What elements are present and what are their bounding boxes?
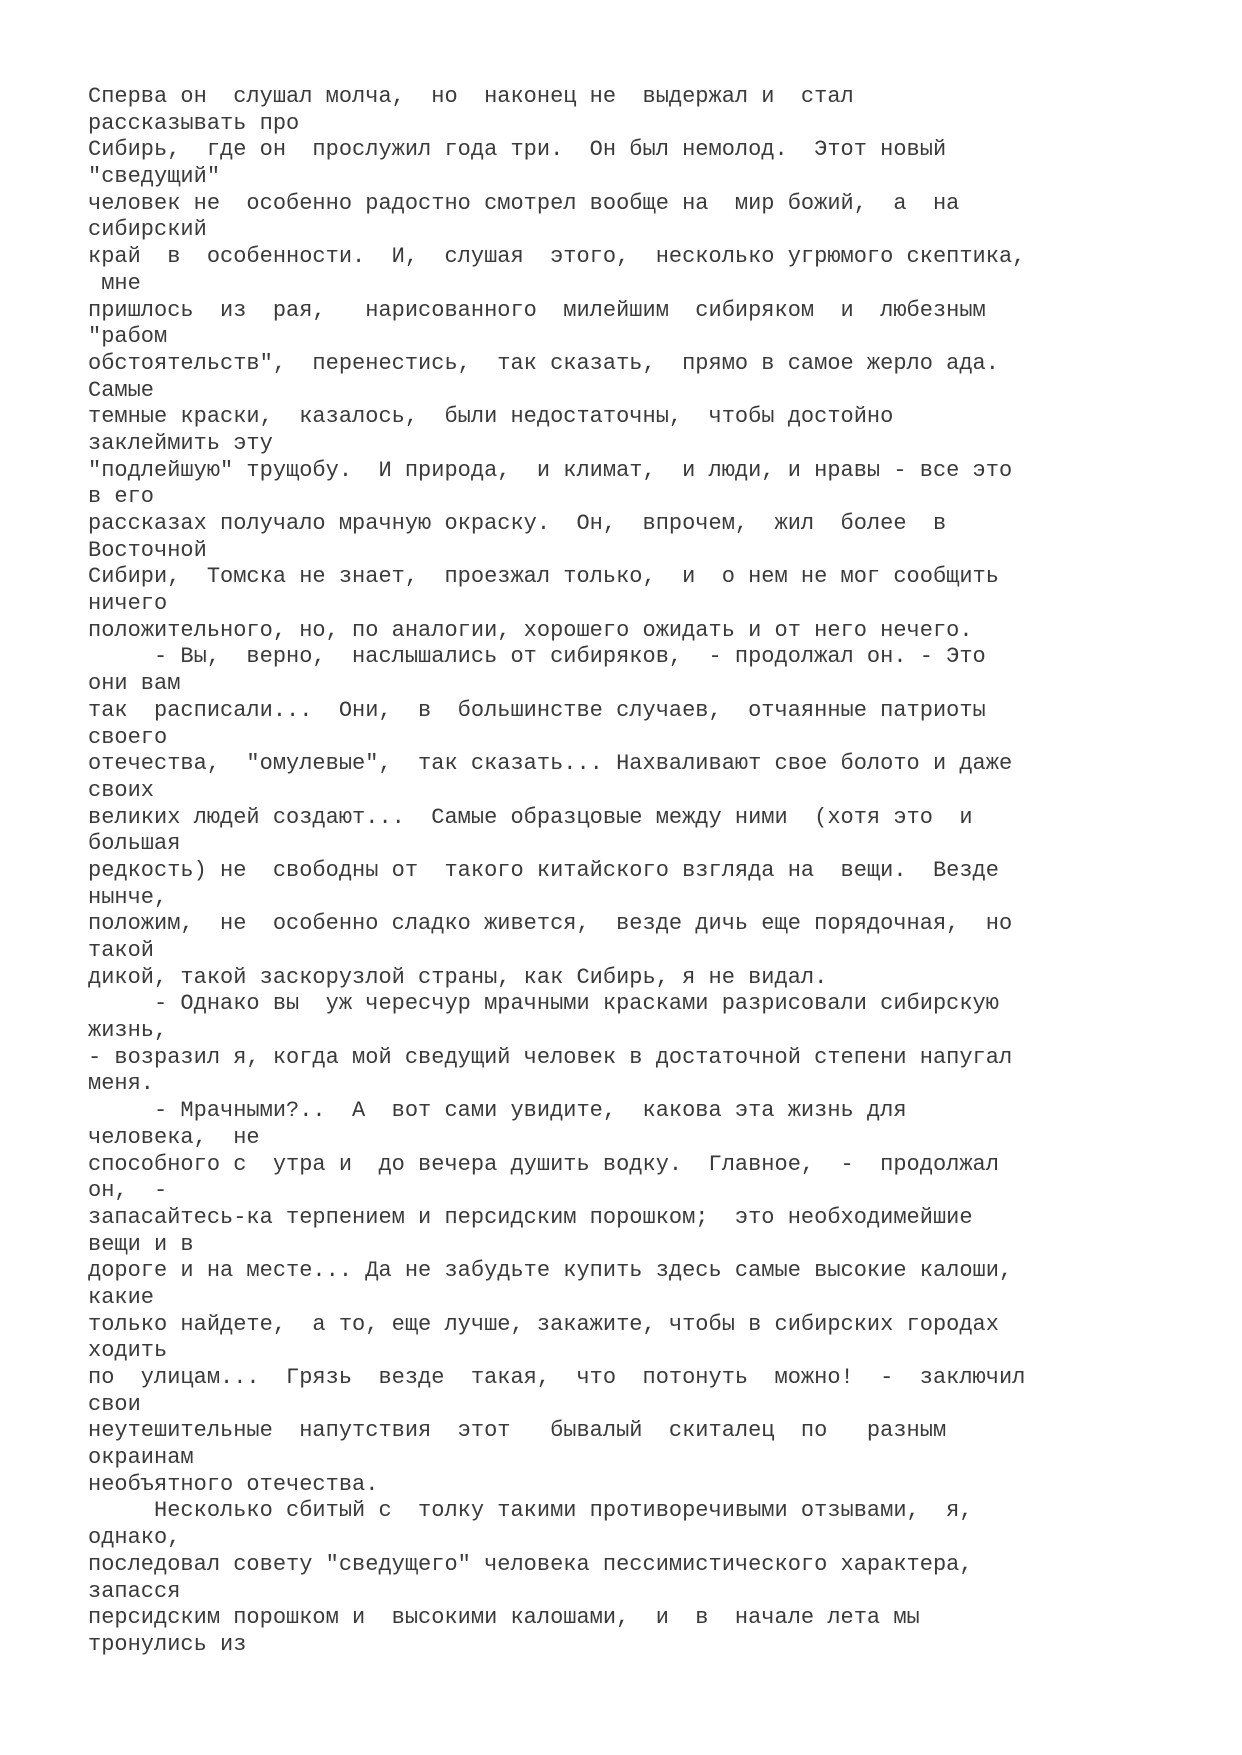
text-line: "сведущий"	[88, 164, 221, 190]
text-line: какие	[88, 1284, 155, 1310]
text-line: они вам	[88, 671, 181, 697]
text-line: мне	[88, 270, 141, 296]
text-line: Сперва он слушал молча, но наконец не выдержал и стал	[88, 84, 854, 109]
text-line: однако,	[88, 1525, 181, 1551]
text-line: окраинам	[88, 1445, 194, 1471]
text-line: дикой, такой заскорузлой страны, как Сибирь, я не видал.	[88, 964, 828, 990]
text-line: человека, не	[88, 1124, 260, 1150]
text-line: человек не особенно радостно смотрел вообще на мир божий, а на	[88, 190, 960, 216]
text-line: сибирский	[88, 217, 207, 243]
document-text	[88, 84, 1208, 1685]
text-line: в его	[88, 484, 155, 510]
text-line: последовал совету "сведущего" человека пессимистического характера,	[88, 1551, 973, 1577]
text-line: положим, не особенно сладко живется, везде дичь еще порядочная, но	[88, 911, 1013, 937]
text-line: такой	[88, 938, 155, 963]
text-line: большая	[88, 831, 181, 857]
text-line: способного с утра и до вечера душить водку. Главное, - продолжал	[88, 1151, 999, 1177]
text-line: запасайтесь-ка терпением и персидским порошком; это необходимейшие	[88, 1204, 973, 1230]
text-line: Несколько сбитый с толку такими противоречивыми отзывами, я,	[88, 1498, 973, 1524]
text-line: неутешительные напутствия этот бывалый скиталец по разным	[88, 1418, 947, 1444]
text-line: редкость) не свободны от такого китайского взгляда на вещи. Везде	[88, 857, 999, 883]
text-line: ходить	[88, 1338, 168, 1364]
text-line: Восточной	[88, 537, 207, 563]
text-line: "подлейшую" трущобу. И природа, и климат, и люди, и нравы - все это	[88, 457, 1013, 483]
text-line: "рабом	[88, 324, 168, 350]
text-line: меня.	[88, 1071, 155, 1097]
text-line: дороге и на месте... Да не забудьте купить здесь самые высокие калоши,	[88, 1258, 1013, 1284]
text-line: жизнь,	[88, 1018, 168, 1044]
text-line: пришлось из рая, нарисованного милейшим сибиряком и любезным	[88, 297, 986, 323]
text-line: необъятного отечества.	[88, 1471, 379, 1497]
text-line: заклеймить эту	[88, 430, 273, 456]
text-line: - Мрачными?.. А вот сами увидите, какова эта жизнь для	[88, 1098, 907, 1124]
text-line: рассказывать про	[88, 110, 300, 136]
text-line: своего	[88, 724, 168, 750]
text-line: - Однако вы уж чересчур мрачными красками разрисовали сибирскую	[88, 991, 999, 1017]
text-line: рассказах получало мрачную окраску. Он, впрочем, жил более в	[88, 511, 947, 536]
text-line: персидским порошком и высокими калошами, и в начале лета мы	[88, 1605, 920, 1631]
text-line: так расписали... Они, в большинстве случаев, отчаянные патриоты	[88, 697, 986, 723]
text-line: - Вы, верно, наслышались от сибиряков, - продолжал он. - Это	[88, 644, 986, 670]
text-line: нынче,	[88, 884, 168, 910]
text-line: тронулись из	[88, 1631, 247, 1657]
text-line: положительного, но, по аналогии, хорошего ожидать и от него нечего.	[88, 617, 973, 643]
text-line: обстоятельств", перенестись, так сказать, прямо в самое жерло ада.	[88, 350, 999, 376]
text-line: он, -	[88, 1178, 168, 1204]
text-line: Сибирь, где он прослужил года три. Он был немолод. Этот новый	[88, 137, 947, 163]
text-line: ничего	[88, 591, 168, 617]
text-line: только найдете, а то, еще лучше, закажите, чтобы в сибирских городах	[88, 1311, 999, 1337]
text-line: Самые	[88, 377, 155, 403]
text-line: темные краски, казалось, были недостаточны, чтобы достойно	[88, 404, 894, 430]
text-line: Сибири, Томска не знает, проезжал только, и о нем не мог сообщить	[88, 564, 999, 590]
text-line: своих	[88, 777, 155, 803]
text-line: великих людей создают... Самые образцовые между ними (хотя это и	[88, 804, 973, 830]
text-line: по улицам... Грязь везде такая, что потонуть можно! - заключил	[88, 1365, 1026, 1390]
text-line: - возразил я, когда мой сведущий человек в достаточной степени напугал	[88, 1044, 1013, 1070]
text-line: запасся	[88, 1578, 181, 1604]
text-line	[88, 1659, 1208, 1686]
text-line: вещи и в	[88, 1231, 194, 1257]
text-line: отечества, "омулевые", так сказать... Нахваливают свое болото и даже	[88, 751, 1013, 777]
text-line: свои	[88, 1391, 141, 1417]
text-line: край в особенности. И, слушая этого, несколько угрюмого скептика,	[88, 244, 1026, 270]
